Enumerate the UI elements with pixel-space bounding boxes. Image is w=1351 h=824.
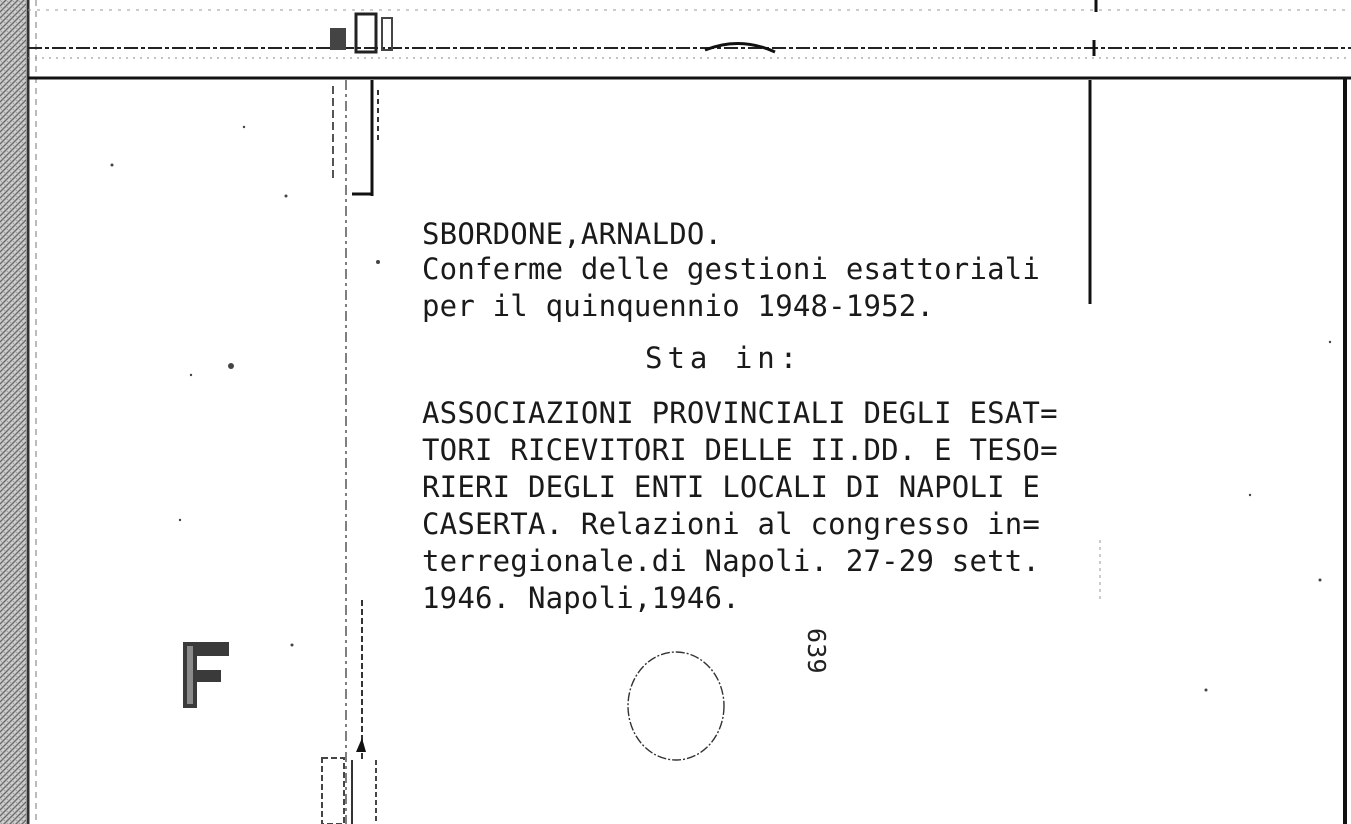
card-heading: SBORDONE,ARNALDO. [422,217,723,251]
card-source [422,395,1058,617]
card-title-line: Conferme delle gestioni esattoriali [422,252,1041,286]
left-film-edge [0,0,26,824]
stamp-number: 639 [802,628,831,674]
card-source-line: CASERTA. Relazioni al congresso in= [422,507,1041,541]
card-source-line: 1946. Napoli,1946. [422,581,740,615]
punch-hole [628,652,724,760]
card-source-line: TORI RICEVITORI DELLE II.DD. E TESO= [422,433,1058,467]
card-title [422,251,1040,325]
sta-in-label: Sta in: [645,341,803,375]
card-source-line: RIERI DEGLI ENTI LOCALI DI NAPOLI E [422,470,1041,504]
card-title-line: per il quinquennio 1948-1952. [422,289,935,323]
drawer-letter-icon [181,640,231,710]
card-source-line: ASSOCIAZIONI PROVINCIALI DEGLI ESAT= [422,396,1058,430]
card-source-line: terregionale.di Napoli. 27-29 sett. [422,544,1041,578]
